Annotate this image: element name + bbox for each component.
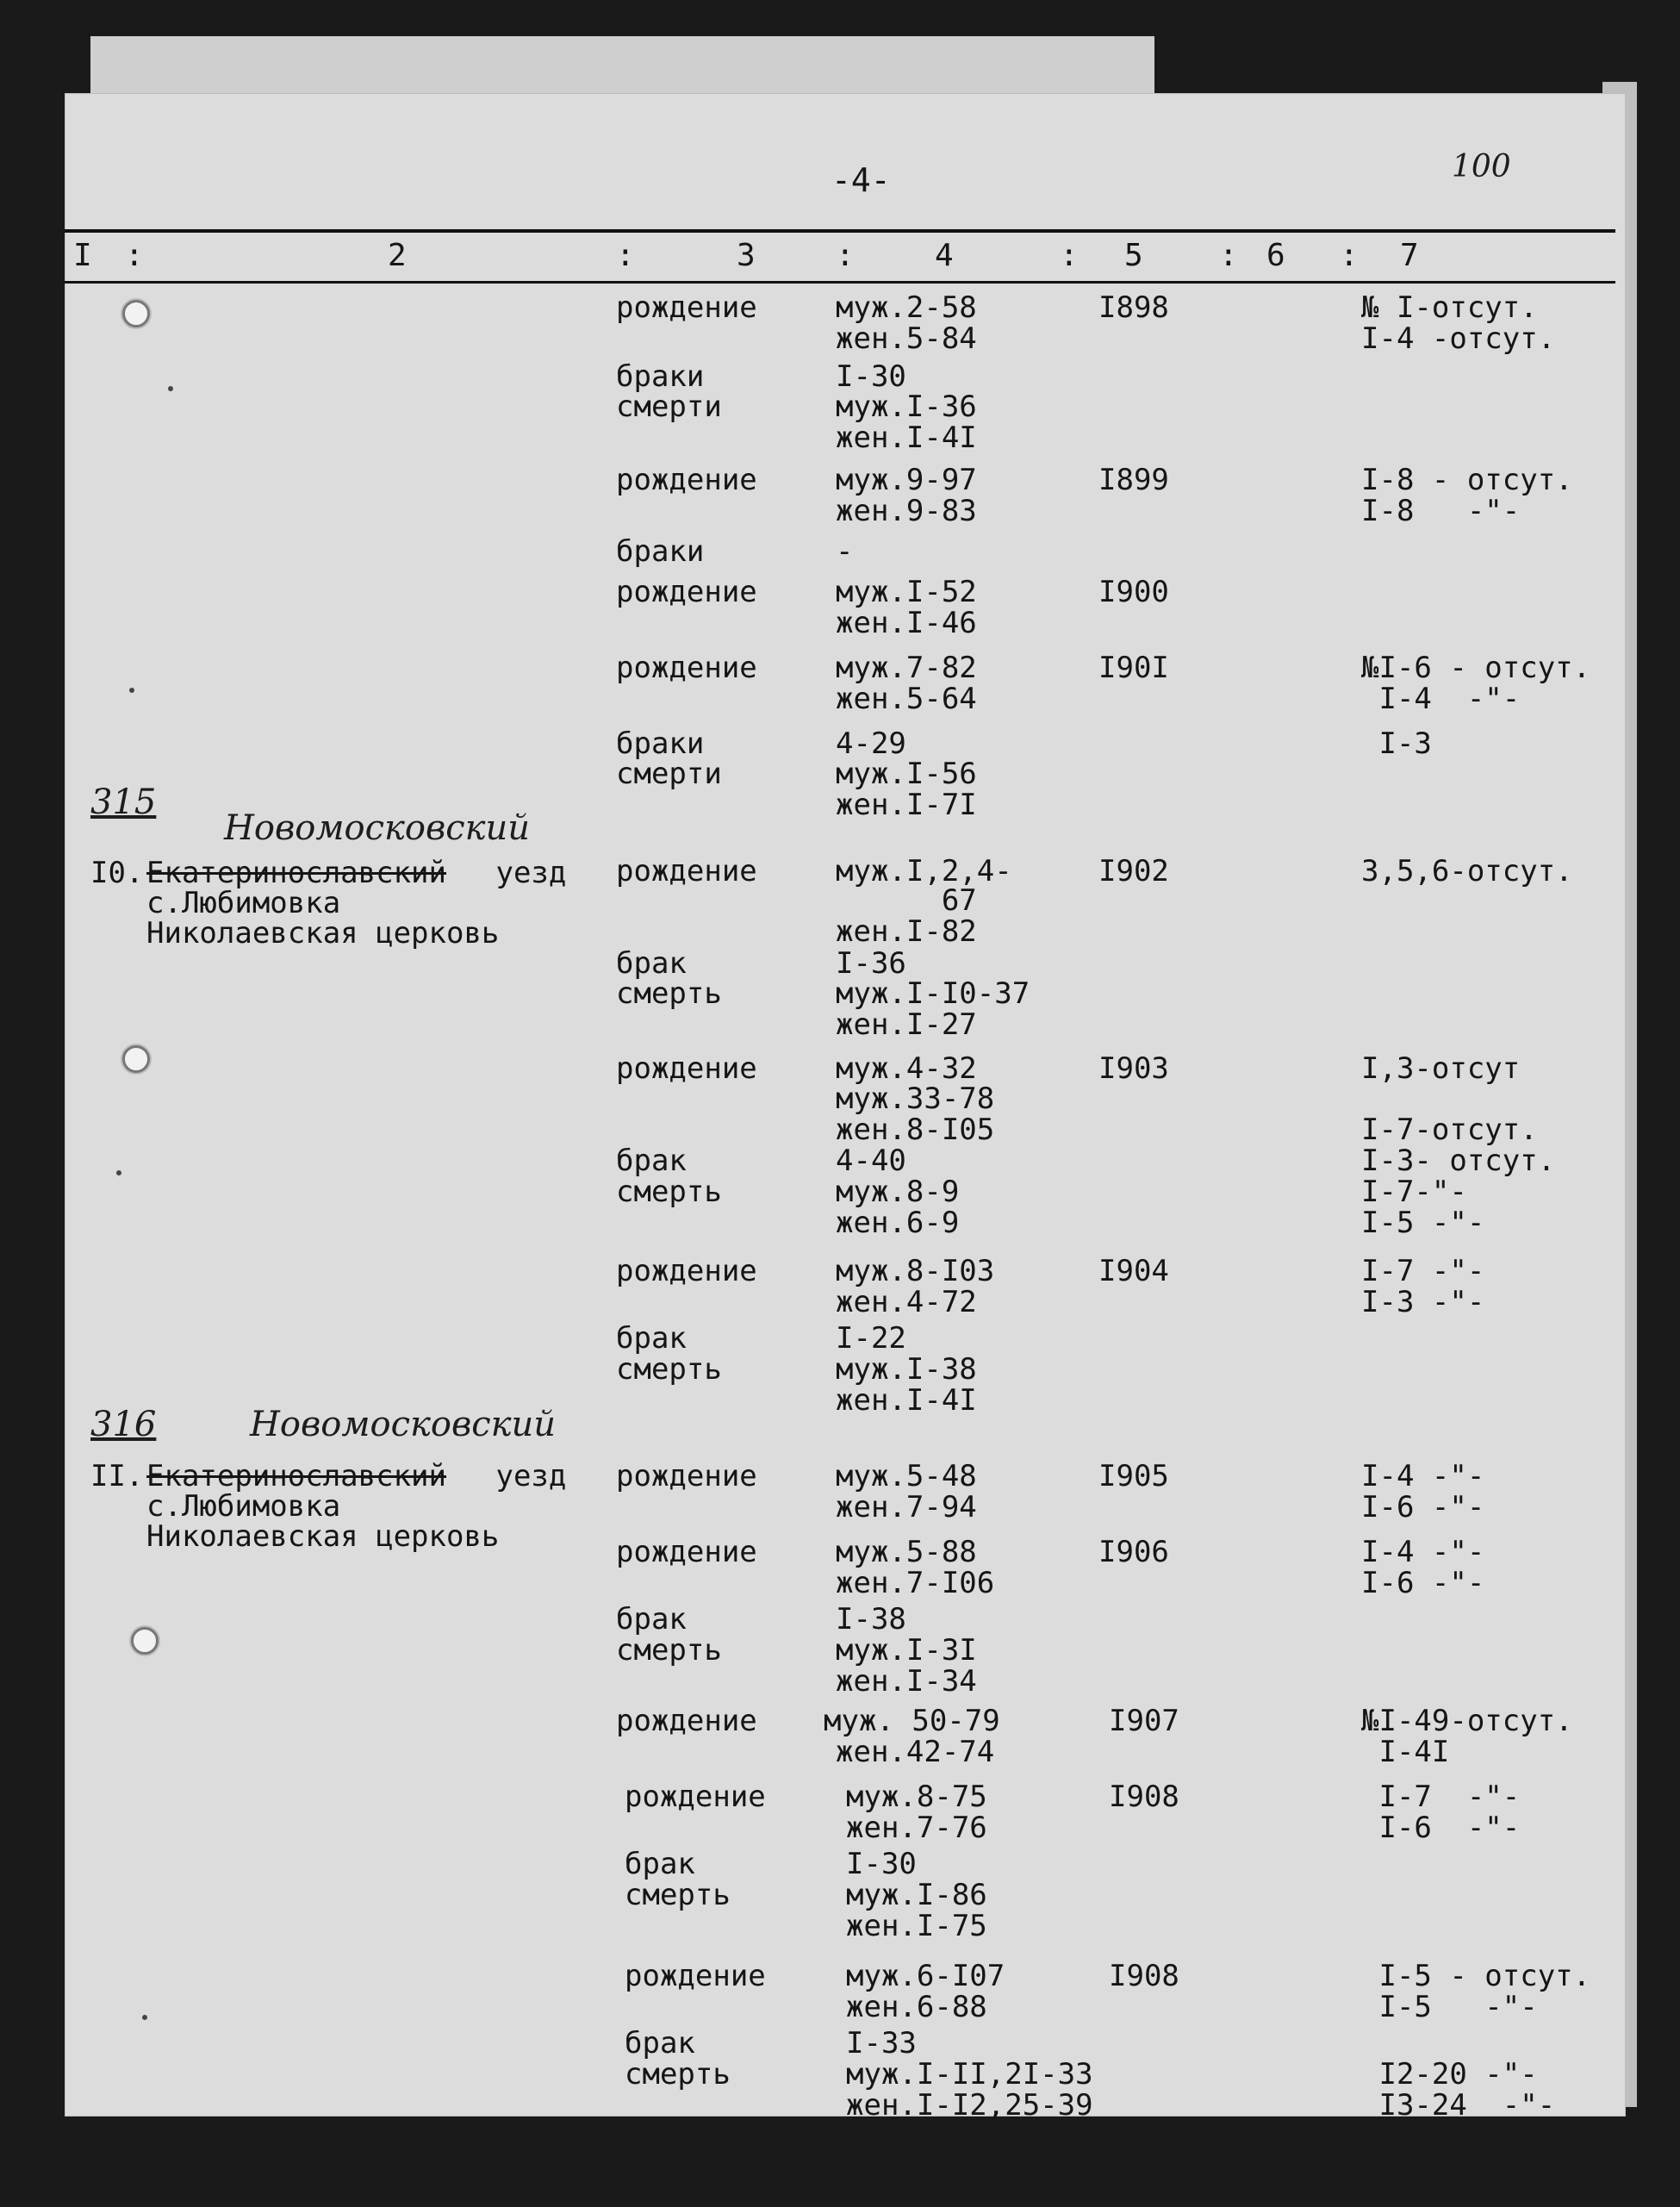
header-rule-bottom — [65, 281, 1615, 284]
entry-number: I0. — [90, 856, 144, 890]
row-type: рождение — [616, 1704, 757, 1738]
row-count: жен.I-4I — [836, 421, 977, 455]
row-count: I-36 — [836, 946, 906, 981]
entry-number: II. — [90, 1459, 144, 1493]
row-note: I-4 -"- — [1361, 1535, 1485, 1569]
column-separator: : — [1340, 238, 1359, 273]
row-count: муж.8-75 — [846, 1780, 987, 1814]
row-type: брак — [616, 946, 687, 981]
row-type: рождение — [616, 463, 757, 497]
row-count: муж.2-58 — [836, 290, 977, 325]
row-note: №I-49-отсут. — [1361, 1704, 1573, 1738]
document-page — [65, 93, 1626, 2123]
row-note: I,3-отсут — [1361, 1051, 1521, 1086]
row-note: I-5 -"- — [1361, 1990, 1538, 2024]
row-count: жен.8-I05 — [836, 1113, 995, 1147]
row-note: I-5 -"- — [1361, 1206, 1485, 1240]
row-note: № I-отсут. — [1361, 290, 1538, 325]
column-header-1: I — [73, 238, 92, 273]
row-count: жен.I-4I — [836, 1383, 977, 1418]
row-note: I-6 -"- — [1361, 1811, 1521, 1845]
row-count: муж. 50-79 — [824, 1704, 1000, 1738]
row-type: брак — [616, 1602, 687, 1637]
entry-uezd: уезд — [478, 1459, 567, 1493]
row-count: I-30 — [846, 1847, 917, 1881]
row-count: муж.I-52 — [836, 575, 977, 609]
row-count: жен.I-34 — [836, 1664, 977, 1699]
row-type: брак — [616, 1321, 687, 1356]
row-count: муж.6-I07 — [846, 1959, 1005, 1993]
column-header-2: 2 — [388, 238, 407, 273]
row-count: жен.42-74 — [836, 1735, 995, 1769]
row-count: муж.5-48 — [836, 1459, 977, 1493]
row-note: I3-24 -"- — [1361, 2088, 1556, 2123]
row-count: жен.I-46 — [836, 606, 977, 640]
ink-dot — [129, 688, 134, 693]
row-type: рождение — [625, 1780, 766, 1814]
row-note: I-4I — [1361, 1735, 1450, 1769]
row-count: 67 — [836, 883, 977, 918]
row-type: браки — [616, 534, 705, 569]
row-count: муж.7-82 — [836, 651, 977, 685]
row-count: жен.7-94 — [836, 1490, 977, 1524]
row-type: рождение — [616, 1051, 757, 1086]
row-count: жен.7-76 — [846, 1811, 987, 1845]
ink-dot — [168, 386, 173, 391]
row-count: жен.4-72 — [836, 1285, 977, 1319]
row-type: рождение — [616, 651, 757, 685]
column-header-5: 5 — [1124, 238, 1143, 273]
row-type: смерти — [616, 390, 722, 424]
column-header-6: 6 — [1266, 238, 1285, 273]
punch-hole — [122, 1045, 150, 1073]
row-year: I908 — [1109, 1959, 1179, 1993]
row-type: смерть — [616, 976, 722, 1011]
row-type: рождение — [616, 854, 757, 888]
column-separator: : — [616, 238, 635, 273]
row-count: жен.5-84 — [836, 321, 977, 356]
page-stack-back — [90, 36, 1154, 97]
entry-village: с.Любимовка — [146, 886, 341, 920]
row-year: I898 — [1098, 290, 1169, 325]
row-note: №I-6 - отсут. — [1361, 651, 1591, 685]
row-type: рождение — [616, 1535, 757, 1569]
entry-uezd: уезд — [478, 856, 567, 890]
row-count: 4-29 — [836, 726, 906, 761]
column-separator: : — [1219, 238, 1238, 273]
row-count: жен.I-75 — [846, 1909, 987, 1943]
margin-number-316: 316 — [90, 1405, 157, 1444]
row-year: I900 — [1098, 575, 1169, 609]
row-count: жен.9-83 — [836, 494, 977, 528]
row-note: I-3 -"- — [1361, 1285, 1485, 1319]
entry-uezd-struck: Екатеринославский — [146, 856, 446, 890]
row-year: I908 — [1109, 1780, 1179, 1814]
row-note: I-7-"- — [1361, 1175, 1467, 1209]
row-year: I90I — [1098, 651, 1169, 685]
column-header-4: 4 — [935, 238, 954, 273]
row-count: муж.I-86 — [846, 1878, 987, 1912]
row-note: I-4 -"- — [1361, 682, 1521, 716]
column-separator: : — [1060, 238, 1079, 273]
row-note: I-3 — [1361, 726, 1432, 761]
row-year: I906 — [1098, 1535, 1169, 1569]
entry-uezd-struck: Екатеринославский — [146, 1459, 446, 1493]
row-count: 4-40 — [836, 1144, 906, 1178]
row-type: рождение — [616, 575, 757, 609]
margin-number-315: 315 — [90, 782, 157, 822]
row-count: муж.I-I0-37 — [836, 976, 1030, 1011]
row-type: брак — [625, 1847, 695, 1881]
row-count: муж.4-32 — [836, 1051, 977, 1086]
row-count: муж.I-3I — [836, 1633, 977, 1668]
row-count: - — [836, 534, 854, 569]
row-count: муж.5-88 — [836, 1535, 977, 1569]
row-type: смерть — [625, 1878, 731, 1912]
row-count: жен.5-64 — [836, 682, 977, 716]
row-count: муж.8-9 — [836, 1175, 960, 1209]
row-count: жен.I-I2,25-39 — [846, 2088, 1093, 2123]
row-note: I-3- отсут. — [1361, 1144, 1556, 1178]
row-type: браки — [616, 359, 705, 394]
row-count: муж.33-78 — [836, 1082, 995, 1116]
header-rule-top — [65, 229, 1615, 233]
ink-dot — [142, 2015, 147, 2020]
row-count: муж.I-II,2I-33 — [846, 2057, 1093, 2092]
entry-village: с.Любимовка — [146, 1489, 341, 1524]
row-note: I-8 -"- — [1361, 494, 1521, 528]
margin-district-315: Новомосковский — [224, 808, 531, 848]
row-count: муж.I-56 — [836, 757, 977, 791]
row-note: I-6 -"- — [1361, 1490, 1485, 1524]
row-type: смерть — [616, 1352, 722, 1387]
column-header-7: 7 — [1400, 238, 1419, 273]
row-year: I903 — [1098, 1051, 1169, 1086]
row-count: муж.I,2,4- — [836, 854, 1012, 888]
punch-hole — [131, 1627, 159, 1655]
row-year: I905 — [1098, 1459, 1169, 1493]
row-type: брак — [616, 1144, 687, 1178]
row-count: I-38 — [836, 1602, 906, 1637]
row-count: жен.I-27 — [836, 1007, 977, 1042]
column-separator: : — [836, 238, 855, 273]
row-type: брак — [625, 2026, 695, 2060]
row-type: рождение — [625, 1959, 766, 1993]
row-note: I-7 -"- — [1361, 1254, 1485, 1288]
row-count: муж.I-36 — [836, 390, 977, 424]
row-type: смерть — [625, 2057, 731, 2092]
row-type: смерть — [616, 1175, 722, 1209]
margin-district-316: Новомосковский — [250, 1405, 557, 1444]
row-count: жен.7-I06 — [836, 1566, 995, 1600]
row-count: муж.8-I03 — [836, 1254, 995, 1288]
row-note: I-6 -"- — [1361, 1566, 1485, 1600]
row-note: I-7-отсут. — [1361, 1113, 1538, 1147]
row-note: I-8 - отсут. — [1361, 463, 1573, 497]
row-type: браки — [616, 726, 705, 761]
row-count: муж.9-97 — [836, 463, 977, 497]
row-note: 3,5,6-отсут. — [1361, 854, 1573, 888]
row-count: жен.6-9 — [836, 1206, 960, 1240]
column-separator: : — [125, 238, 144, 273]
row-count: жен.I-7I — [836, 788, 977, 822]
row-count: муж.I-38 — [836, 1352, 977, 1387]
row-count: жен.I-82 — [836, 914, 977, 949]
row-note: I-7 -"- — [1361, 1780, 1521, 1814]
row-note: I-5 - отсут. — [1361, 1959, 1591, 1993]
row-count: I-22 — [836, 1321, 906, 1356]
row-type: смерти — [616, 757, 722, 791]
row-note: I-4 -отсут. — [1361, 321, 1556, 356]
row-year: I907 — [1109, 1704, 1179, 1738]
row-count: жен.6-88 — [846, 1990, 987, 2024]
row-type: рождение — [616, 290, 757, 325]
row-type: рождение — [616, 1459, 757, 1493]
archive-mark: 100 — [1452, 149, 1511, 184]
row-count: I-33 — [846, 2026, 917, 2060]
row-year: I899 — [1098, 463, 1169, 497]
row-type: смерть — [616, 1633, 722, 1668]
column-header-3: 3 — [737, 238, 756, 273]
row-note: I2-20 -"- — [1361, 2057, 1538, 2092]
ink-dot — [116, 1170, 121, 1175]
page-number: -4- — [831, 161, 891, 199]
row-type: рождение — [616, 1254, 757, 1288]
entry-church: Николаевская церковь — [146, 916, 500, 951]
row-year: I902 — [1098, 854, 1169, 888]
punch-hole — [122, 300, 150, 327]
row-year: I904 — [1098, 1254, 1169, 1288]
row-note: I-4 -"- — [1361, 1459, 1485, 1493]
row-count: I-30 — [836, 359, 906, 394]
entry-church: Николаевская церковь — [146, 1519, 500, 1554]
